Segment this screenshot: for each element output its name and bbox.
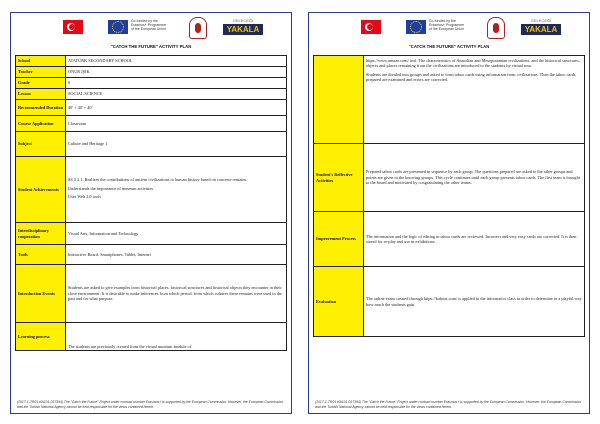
row-value: The online exam created through https://kahoot.com/ is applied to the informatics class in order to determine in a playful way how much the students gain.: [364, 267, 585, 337]
table-row: [314, 56, 585, 144]
turkey-flag-icon: [361, 20, 381, 34]
table-row: [16, 265, 287, 323]
row-value: SOCIAL SCIENCE: [66, 89, 287, 100]
table-row: [314, 267, 585, 337]
achievement-text: SS.5.2.1. Realizes the contributions of ancient civilizations to human history based on concrete remains.: [68, 177, 248, 183]
row-value: ATATÜRK SECONDARY SCHOOL: [66, 56, 287, 67]
row-value: Students are asked to give examples from historical places, historical structures and historical objects they encounter in their close environment. It is desirable to make inferences from which period, from which cultures these remains were used in the past and for what purpose.: [66, 265, 287, 323]
row-label: Teacher: [16, 67, 66, 78]
row-value: Prepared taboo cards are presented in sequence by each group. The questions prepared are asked to the other groups and points are given to the knowing groups. This cycle continues until each group presents taboo cards. The first team is brought to the board and motivated by congratulating the other teams.: [364, 144, 585, 212]
activity-plan-table: [15, 55, 287, 351]
row-label: Recommended Duration: [16, 100, 66, 116]
plan-title: "CATCH THE FUTURE" ACTIVITY PLAN: [408, 44, 490, 49]
row-value: 6: [66, 78, 287, 89]
footer-disclaimer: (2017-1-TR01-KA101-037394) The "Catch the Future" Project under contract number Erasmus+ is supported by the European Commission. However, the European Commission and the Turkish National Agency cannot be held responsible for the views contained herein.: [17, 400, 283, 410]
row-value: Culture and Heritage 1: [66, 132, 287, 157]
row-label: Improvement Process: [314, 212, 364, 267]
cofunded-text: Co-funded by the Erasmus+ Programme of the European Union: [131, 19, 167, 31]
eu-flag-icon: [108, 20, 128, 34]
row-label: Student's Reflective Activities: [314, 144, 364, 212]
footer-disclaimer: (2017-1-TR01-KA101-037394) The "Catch the Future" Project under contract number Erasmus+ is supported by the European Commission. However, the European Commission and the Turkish National Agency cannot be held responsible for the views contained herein.: [315, 400, 581, 410]
table-row: [314, 212, 585, 267]
row-label: Evaluation: [314, 267, 364, 337]
cofunded-text: Co-funded by the Erasmus+ Programme of the European Union: [429, 19, 465, 31]
row-value: The information and the logic of editing in taboo cards are reviewed. Incorrect and very easy cards are corrected. It is then stored for re-play and use in exhibitions.: [364, 212, 585, 267]
row-label: Interdisciplinary cooperation: [16, 223, 66, 245]
table-row: [314, 144, 585, 212]
table-row: [16, 56, 287, 67]
document-page-2: [308, 12, 590, 414]
table-row: [16, 100, 287, 116]
row-label: Subject: [16, 132, 66, 157]
process-text: https://www.amaze.com/ tool. The characteristics of Anatolian and Mesopotamian civilizations, and the historical structures, objects and places remaining from the civilizations are introduced to the students by virtual tour.: [366, 58, 580, 69]
row-value: Interactive Board, Smartphones, Tablet, Internet: [66, 245, 287, 265]
achievement-text: Uses Web 2.0 tools: [68, 194, 101, 200]
activity-plan-table: [313, 55, 585, 337]
row-label: Course Application: [16, 116, 66, 132]
plan-title: "CATCH THE FUTURE" ACTIVITY PLAN: [110, 44, 192, 49]
row-label: Tools: [16, 245, 66, 265]
school-emblem-icon: [487, 17, 505, 39]
process-text: Students are divided into groups and asked to form taboo cards using information from civilizations. Then the taboo cards prepared are examined and errors are corrected.: [366, 71, 576, 83]
row-value: The students are previously created from the virtual museum module of: [66, 323, 287, 351]
row-label: School: [16, 56, 66, 67]
table-row: [16, 116, 287, 132]
table-row: [16, 89, 287, 100]
project-logo: GELECEĞİ YAKALA: [521, 18, 561, 40]
eu-flag-icon: [406, 20, 426, 34]
row-label: [314, 56, 364, 144]
document-page-1: [10, 12, 292, 414]
achievement-text: Understands the importance of museum activities: [68, 185, 154, 191]
turkey-flag-icon: [63, 20, 83, 34]
table-row: [16, 223, 287, 245]
project-logo: GELECEĞİ YAKALA: [223, 18, 263, 40]
row-label: Lesson: [16, 89, 66, 100]
row-label: Learning process: [16, 323, 66, 351]
row-label: Student Achievements: [16, 157, 66, 223]
row-value: 40' + 40' + 40': [66, 100, 287, 116]
row-value: ONUR IŞIK: [66, 67, 287, 78]
table-row: [16, 245, 287, 265]
row-value: [364, 56, 585, 144]
table-row: [16, 157, 287, 223]
row-label: Introduction Events: [16, 265, 66, 323]
table-row: [16, 132, 287, 157]
table-row: [16, 67, 287, 78]
school-emblem-icon: [189, 17, 207, 39]
table-row: [16, 323, 287, 351]
row-label: Grade: [16, 78, 66, 89]
table-row: [16, 78, 287, 89]
row-value: [66, 157, 287, 223]
row-value: Visual Arts, Information and Technology: [66, 223, 287, 245]
row-value: Classroom: [66, 116, 287, 132]
